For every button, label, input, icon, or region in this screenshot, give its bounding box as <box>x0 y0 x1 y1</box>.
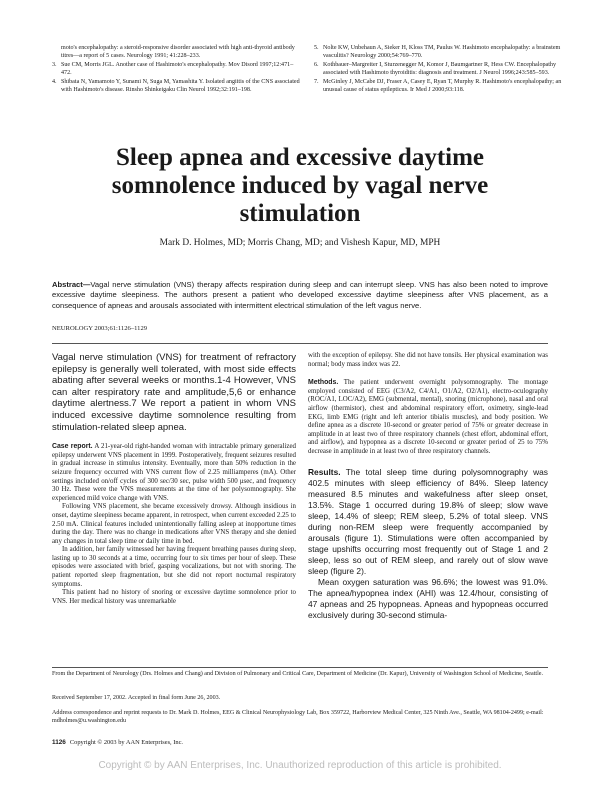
body-paragraph: Following VNS placement, she became excessively drowsy. Although insidious in onset, daytime sleepiness became apparent, in retrospect, when current exceeded 2.25 to 2.50 mA. Clinical features included unintentionally falling asleep at inopportune times during the day. There was no change in medications after VNS therapy and she denied any changes in total sleep time or daily time in bed. <box>52 503 296 545</box>
reference-item <box>314 78 562 94</box>
page-footer <box>52 739 183 746</box>
results-heading: Results. <box>308 466 341 477</box>
results-text: The total sleep time during polysomnography was 402.5 minutes with sleep efficiency of 84%. Sleep latency measured 8.5 minutes and wakefulness after sleep onset, 13.5%. Stage 1 occurred during 19.8% of sleep; slow wave sleep, 14.4% of sleep; REM sleep, 5.2% of total sleep. VNS during non-REM sleep were frequently accompanied by arousals (figure 1). Stimulations were often accompanied by stage upshifts occurring most frequently out of Stage 1 and 2 sleep, less so out of REM sleep, and rarely out of slow wave sleep (figure 2). <box>308 466 548 576</box>
affiliation-footnote: From the Department of Neurology (Drs. Holmes and Chang) and Division of Pulmonary and Critical Care, Department of Medicine (Dr. Kapur), University of Washington School of Medicine, Seattle. <box>52 671 544 677</box>
reference-item <box>52 61 300 77</box>
body-left-column <box>52 352 296 606</box>
reference-number: 5. <box>314 45 319 51</box>
footnote-divider <box>52 667 548 668</box>
page-number: 1126 <box>52 739 66 746</box>
copyright-watermark: Copyright © by AAN Enterprises, Inc. Unauthorized reproduction of this article is prohibited. <box>98 760 502 771</box>
previous-article-references <box>52 44 562 96</box>
abstract-label: Abstract— <box>52 280 91 289</box>
reference-text: McGinley J, McCabe DJ, Fraser A, Casey E, Ryan T, Murphy R. Hashimoto's encephalopathy; an unusual cause of status epilepticus. Ir Med J 2000;93:118. <box>323 79 562 94</box>
copyright-line: Copyright © 2003 by AAN Enterprises, Inc. <box>69 739 184 746</box>
reference-number: 7. <box>314 79 319 86</box>
body-paragraph: In addition, her family witnessed her having frequent breathing pauses during sleep, lasting up to 30 seconds at a time, occurring four to six times per hour of sleep. These episodes were associated with brief, gasping vocalizations, but not with snoring. The patient reported sleep fragmentation, but she did not report nocturnal respiratory symptoms. <box>52 546 296 588</box>
paragraph-gap <box>308 457 548 467</box>
reference-text: Nolte KW, Unbehaun A, Sieker H, Kloss TM, Paulus W. Hashimoto encephalopathy: a brainstem vasculitis? Neurology 2000;54:769–770. <box>323 45 561 60</box>
methods-text: The patient underwent overnight polysomnography. The montage employed consisted of EEG (C3/A2, C4/A1, O1/A2, O2/A1), electro-oculography (ROC/A1, LOC/A2), EMG (submental, mental), snoring (microphone), nasal and oral airflow (thermistor), chest and abdominal respiratory effort, oximetry, single-lead EKG, limb EMG (right and left anterior tibialis muscles), and body position. We define apnea as a discrete 10-second or greater period of 75% or greater decrease in amplitude in at least two of three respiratory channels (chest effort, abdominal effort, and airflow), and hypopnea as a discrete 10-second or greater period of 25 to 75% decrease in amplitude in at least two of three respiratory channels. <box>308 379 548 455</box>
reference-text: Shibata N, Yamamoto Y, Sunami N, Suga M, Yamashita Y. Isolated angiitis of the CNS associated with Hashimoto's disease. Rinsho Shinkeigaku Clin Neurol 1992;32:191–198. <box>61 79 300 94</box>
reference-number: 6. <box>314 62 319 69</box>
reference-text: Sue CM, Morris JGL. Another case of Hashimoto's encephalopathy. Mov Disord 1997;12:471–472. <box>61 62 294 77</box>
methods-heading: Methods. <box>308 379 339 387</box>
reference-item <box>314 61 562 77</box>
body-paragraph: This patient had no history of snoring or excessive daytime somnolence prior to VNS. Her medical history was unremarkable <box>52 589 296 605</box>
reference-item <box>52 44 300 60</box>
case-report-text: A 21-year-old right-handed woman with intractable primary generalized epilepsy underwent VNS placement in 1999. Postoperatively, frequent seizures resulted in gradual increase in stimulus intensity. Eventually, more than 50% reduction in the seizure frequency occurred with VNS current flow of 2.25 milliamperes (mA). Other settings included on/off cycles of 300 sec/30 sec, pulse width 500 μsec, and frequency 30 Hz. These were the VNS measurements at the time of her polysomnography. She experienced mild voice change with VNS. <box>52 443 296 502</box>
body-paragraph: Mean oxygen saturation was 96.6%; the lowest was 91.0%. The apnea/hypopnea index (AHI) was 12.4/hour, consisting of 47 apneas and 25 hypopneas. Apneas and hypopneas occurred exclusively during 30-second stimula- <box>308 576 548 620</box>
section-divider <box>52 343 548 344</box>
reference-item <box>52 78 300 94</box>
reference-item <box>314 44 562 60</box>
body-right-column <box>308 352 548 621</box>
reference-number: 3. <box>52 62 57 69</box>
results-paragraph <box>308 467 548 577</box>
reference-number: 4. <box>52 79 57 86</box>
case-report-paragraph <box>52 443 296 503</box>
references-right-column <box>314 44 562 96</box>
abstract-text: Vagal nerve stimulation (VNS) therapy affects respiration during sleep and can interrupt sleep. VNS has also been noted to improve excessive daytime sleepiness. The authors present a patient who developed excessive daytime sleepiness after VNS placement, as a consequence of apneas and arousals associated with intermittent electrical stimulation of the left vagus nerve. <box>52 280 548 310</box>
introduction-paragraph: Vagal nerve stimulation (VNS) for treatment of refractory epilepsy is generally well tolerated, with most side effects abating after several weeks or months.1-4 However, VNS can alter respiratory rate and amplitude,5,6 or enhance daytime alertness.7 We report a patient in whom VNS induced excessive daytime somnolence resulting from stimulation-related sleep apnea. <box>52 352 296 433</box>
body-paragraph: with the exception of epilepsy. She did not have tonsils. Her physical examination was normal; body mass index was 22. <box>308 352 548 368</box>
methods-paragraph <box>308 379 548 456</box>
received-footnote: Received September 17, 2002. Accepted in final form June 26, 2003. <box>52 695 221 701</box>
references-left-column <box>52 44 300 96</box>
case-report-heading: Case report. <box>52 443 93 451</box>
abstract <box>52 280 548 311</box>
reference-text: Kothbauer–Margreiter I, Sturzenegger M, Komor J, Baumgartner R, Hess CW. Encephalopathy associated with Hashimoto thyroiditis: diagnosis and treatment. J Neurol 1996;243:585–593. <box>323 62 557 77</box>
article-title: Sleep apnea and excessive daytime somnolence induced by vagal nerve stimulation <box>111 144 489 227</box>
author-line: Mark D. Holmes, MD; Morris Chang, MD; and Vishesh Kapur, MD, MPH <box>159 238 441 248</box>
paragraph-gap <box>308 369 548 379</box>
reference-text: moto's encephalopathy: a steroid-responsive disorder associated with high anti-thyroid antibody titres—a report of 5 cases. Neurology 1991; 41:228–233. <box>61 45 295 60</box>
correspondence-footnote: Address correspondence and reprint requests to Dr. Mark D. Holmes, EEG & Clinical Neurophysiology Lab, Box 359722, Harborview Medical Center, 325 Ninth Ave., Seattle, WA 98104-2499; e-mail: mdholmes@u.washington.edu <box>52 710 544 724</box>
journal-citation: NEUROLOGY 2003;61:1126–1129 <box>52 325 148 332</box>
